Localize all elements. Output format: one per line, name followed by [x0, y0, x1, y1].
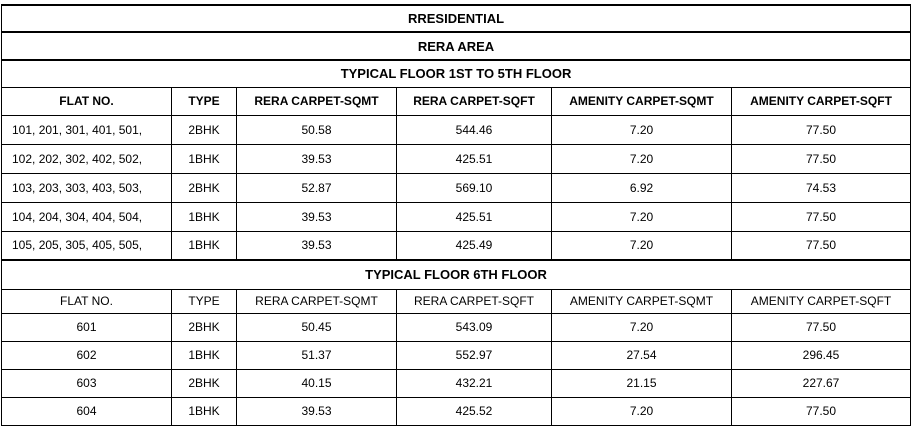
- flat-no-cell: 103, 203, 303, 403, 503,: [2, 173, 172, 202]
- rera-sqmt-cell: 50.45: [237, 313, 397, 341]
- table-row: [2, 115, 911, 144]
- table-row: [2, 144, 911, 173]
- amenity-sqft-cell: 77.50: [732, 231, 911, 260]
- flat-no-cell: 102, 202, 302, 402, 502,: [2, 144, 172, 173]
- rera-sqft-cell: 552.97: [397, 341, 552, 369]
- column-header: TYPE: [172, 87, 237, 115]
- rera-sqmt-cell: 50.58: [237, 115, 397, 144]
- rera-sqft-cell: 425.51: [397, 144, 552, 173]
- amenity-sqmt-cell: 6.92: [552, 173, 732, 202]
- type-cell: 1BHK: [172, 397, 237, 425]
- flat-no-cell: 104, 204, 304, 404, 504,: [2, 202, 172, 231]
- title-row: [2, 5, 911, 32]
- amenity-sqmt-cell: 7.20: [552, 313, 732, 341]
- amenity-sqmt-cell: 21.15: [552, 369, 732, 397]
- type-cell: 2BHK: [172, 369, 237, 397]
- type-cell: 1BHK: [172, 341, 237, 369]
- amenity-sqft-cell: 77.50: [732, 202, 911, 231]
- type-cell: 1BHK: [172, 231, 237, 260]
- section-heading-row: [2, 260, 911, 289]
- table-row: [2, 369, 911, 397]
- rera-sqmt-cell: 40.15: [237, 369, 397, 397]
- amenity-sqft-cell: 227.67: [732, 369, 911, 397]
- flat-no-cell: 604: [2, 397, 172, 425]
- rera-sqft-cell: 432.21: [397, 369, 552, 397]
- table-title: RRESIDENTIAL: [2, 5, 911, 32]
- amenity-sqft-cell: 77.50: [732, 313, 911, 341]
- amenity-sqft-cell: 296.45: [732, 341, 911, 369]
- amenity-sqmt-cell: 7.20: [552, 115, 732, 144]
- table-row: [2, 341, 911, 369]
- flat-no-cell: 603: [2, 369, 172, 397]
- rera-sqmt-cell: 39.53: [237, 144, 397, 173]
- section-heading: TYPICAL FLOOR 1ST TO 5TH FLOOR: [2, 60, 911, 87]
- column-header-row: [2, 87, 911, 115]
- rera-sqft-cell: 425.51: [397, 202, 552, 231]
- table-row: [2, 397, 911, 425]
- type-cell: 1BHK: [172, 144, 237, 173]
- flat-no-cell: 105, 205, 305, 405, 505,: [2, 231, 172, 260]
- section-heading: TYPICAL FLOOR 6TH FLOOR: [2, 260, 911, 289]
- amenity-sqft-cell: 74.53: [732, 173, 911, 202]
- table-row: [2, 202, 911, 231]
- column-header: TYPE: [172, 289, 237, 313]
- amenity-sqmt-cell: 7.20: [552, 144, 732, 173]
- type-cell: 1BHK: [172, 202, 237, 231]
- type-cell: 2BHK: [172, 313, 237, 341]
- column-header: AMENITY CARPET-SQFT: [732, 87, 911, 115]
- table-row: [2, 173, 911, 202]
- column-header: FLAT NO.: [2, 87, 172, 115]
- amenity-sqmt-cell: 7.20: [552, 397, 732, 425]
- flat-no-cell: 601: [2, 313, 172, 341]
- type-cell: 2BHK: [172, 173, 237, 202]
- column-header: FLAT NO.: [2, 289, 172, 313]
- table-subtitle: RERA AREA: [2, 32, 911, 60]
- rera-sqft-cell: 569.10: [397, 173, 552, 202]
- rera-sqmt-cell: 39.53: [237, 202, 397, 231]
- column-header: AMENITY CARPET-SQMT: [552, 87, 732, 115]
- rera-sqft-cell: 425.52: [397, 397, 552, 425]
- rera-sqmt-cell: 52.87: [237, 173, 397, 202]
- amenity-sqft-cell: 77.50: [732, 115, 911, 144]
- section-heading-row: [2, 60, 911, 87]
- flat-no-cell: 101, 201, 301, 401, 501,: [2, 115, 172, 144]
- amenity-sqft-cell: 77.50: [732, 397, 911, 425]
- column-header: RERA CARPET-SQMT: [237, 87, 397, 115]
- type-cell: 2BHK: [172, 115, 237, 144]
- table-row: [2, 313, 911, 341]
- subtitle-row: [2, 32, 911, 60]
- column-header-row: [2, 289, 911, 313]
- rera-sqmt-cell: 39.53: [237, 231, 397, 260]
- amenity-sqmt-cell: 7.20: [552, 202, 732, 231]
- rera-sqft-cell: 425.49: [397, 231, 552, 260]
- column-header: AMENITY CARPET-SQMT: [552, 289, 732, 313]
- amenity-sqmt-cell: 7.20: [552, 231, 732, 260]
- amenity-sqft-cell: 77.50: [732, 144, 911, 173]
- flat-no-cell: 602: [2, 341, 172, 369]
- rera-sqft-cell: 544.46: [397, 115, 552, 144]
- amenity-sqmt-cell: 27.54: [552, 341, 732, 369]
- rera-area-table: [1, 4, 911, 426]
- rera-sqmt-cell: 39.53: [237, 397, 397, 425]
- table-row: [2, 231, 911, 260]
- column-header: RERA CARPET-SQMT: [237, 289, 397, 313]
- column-header: AMENITY CARPET-SQFT: [732, 289, 911, 313]
- rera-sqft-cell: 543.09: [397, 313, 552, 341]
- rera-sqmt-cell: 51.37: [237, 341, 397, 369]
- column-header: RERA CARPET-SQFT: [397, 289, 552, 313]
- column-header: RERA CARPET-SQFT: [397, 87, 552, 115]
